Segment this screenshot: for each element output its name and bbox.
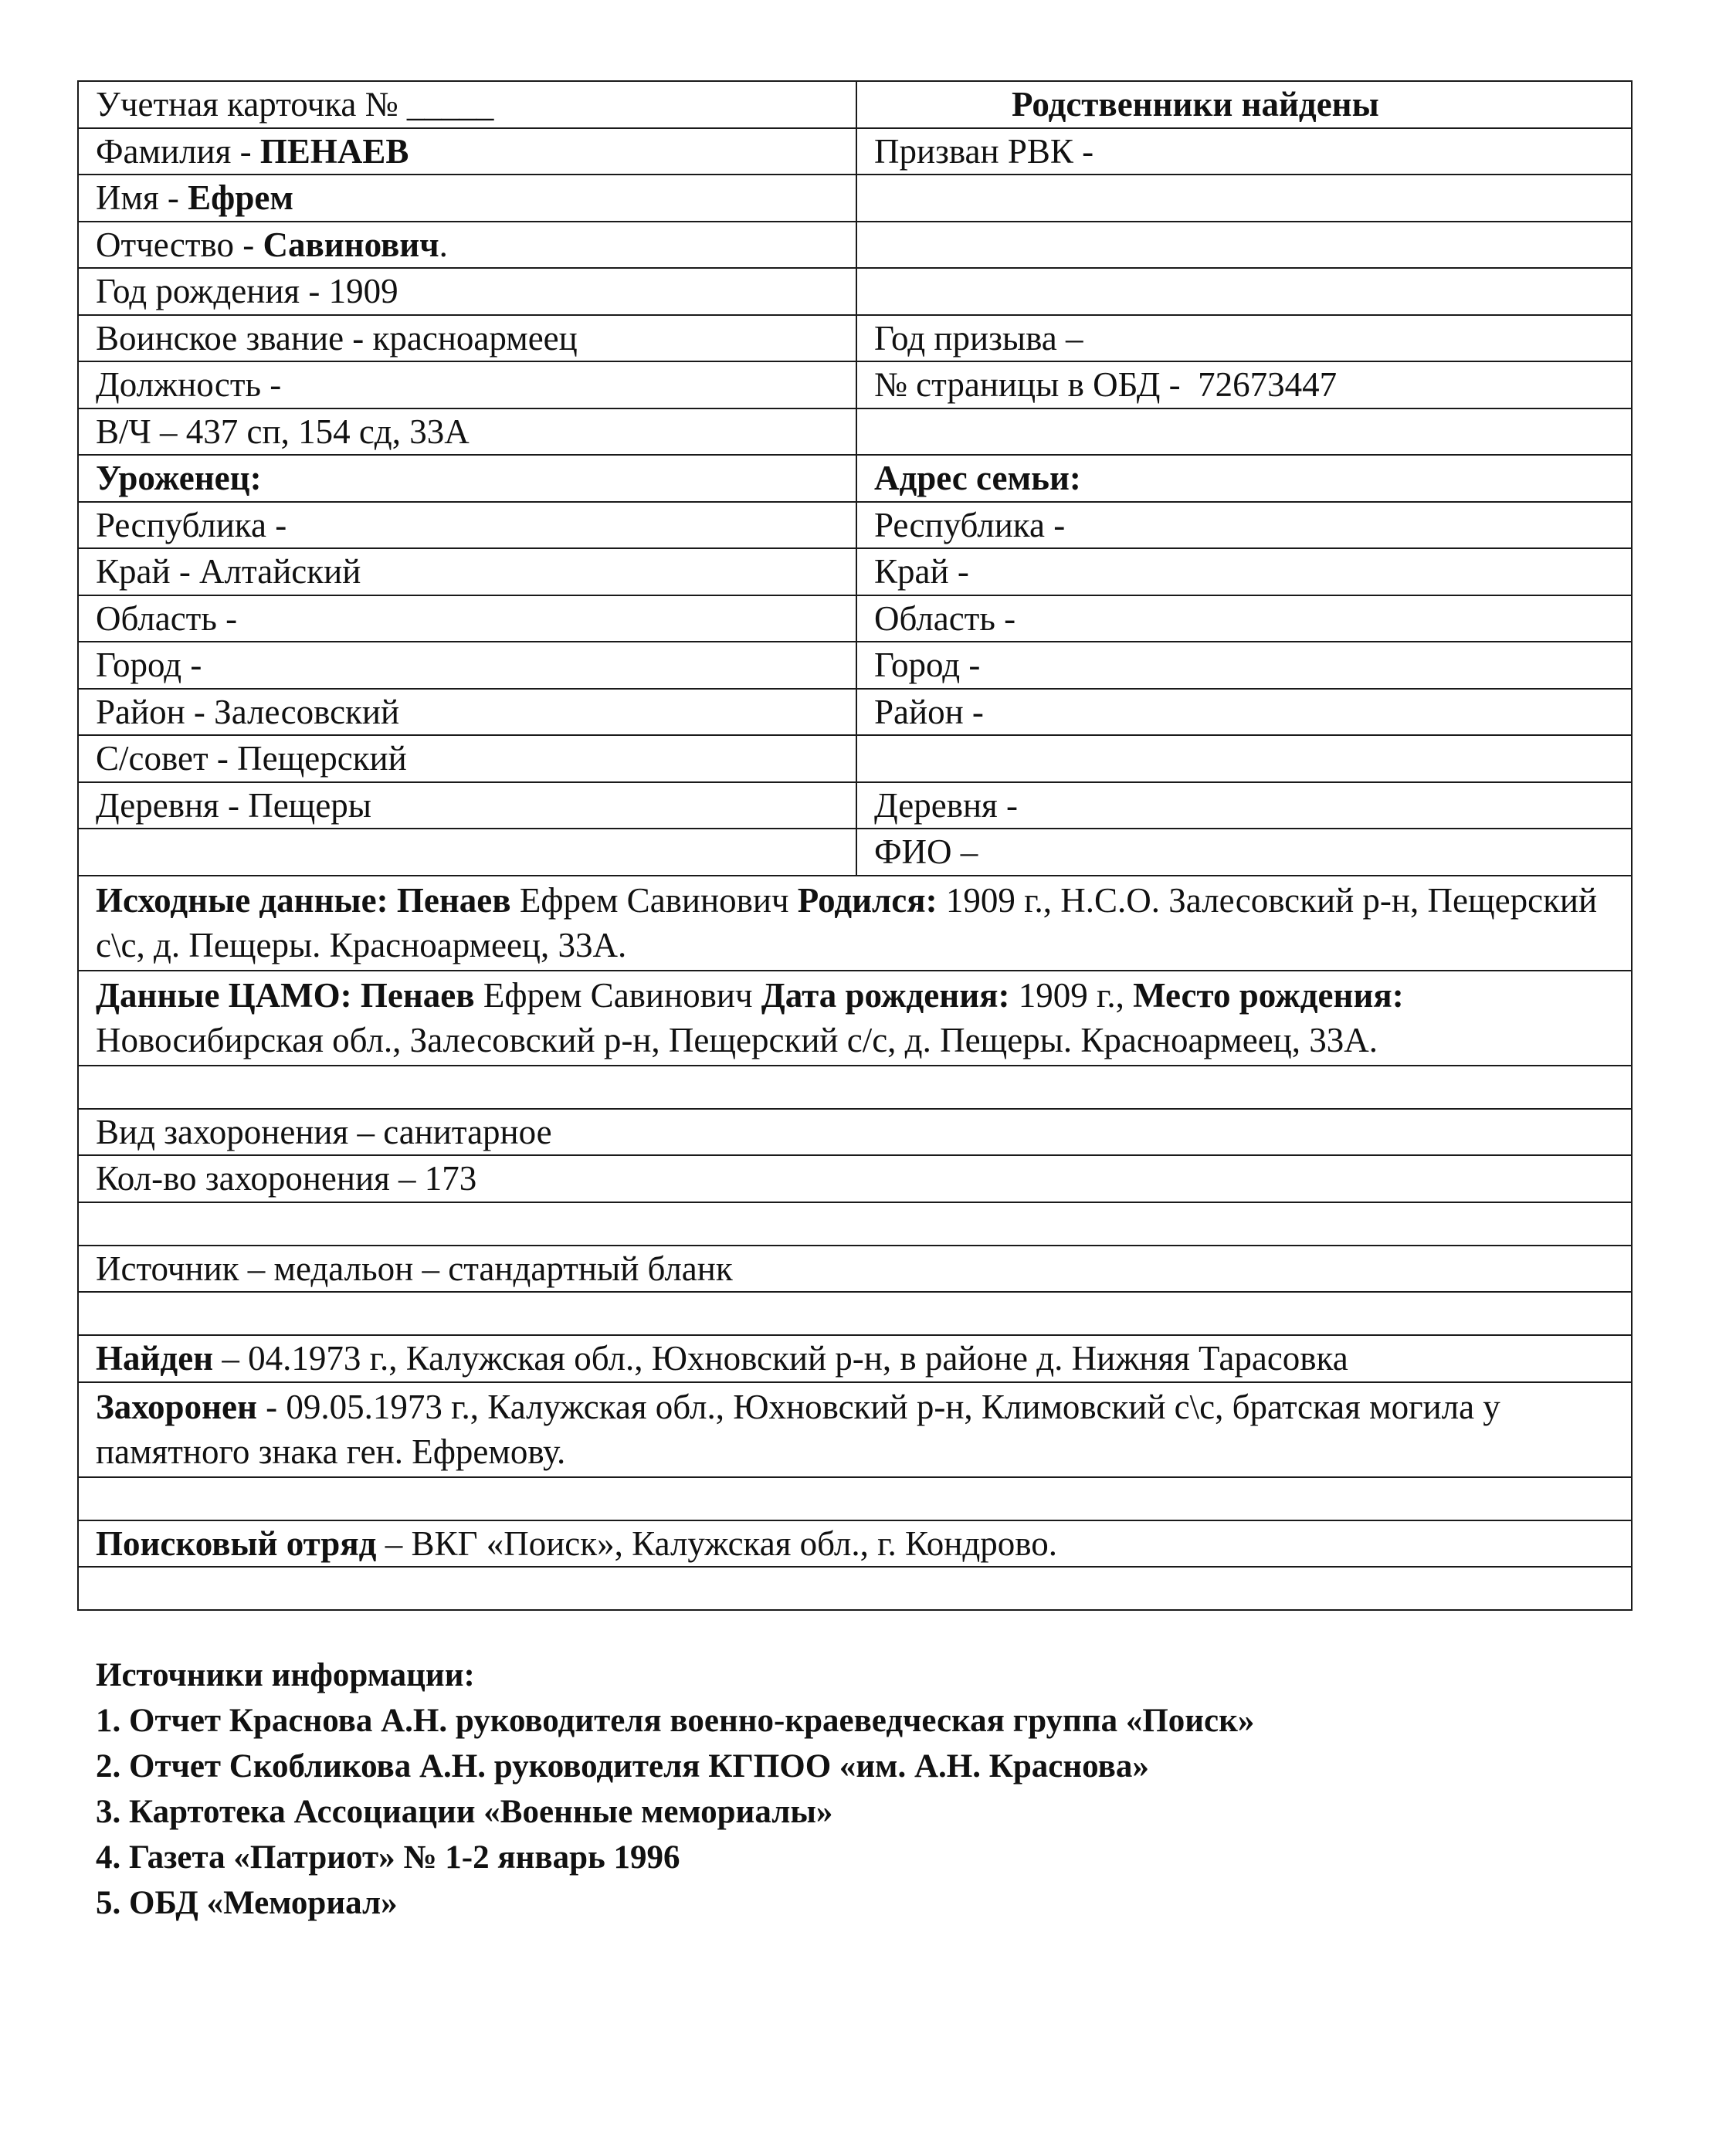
selsovet-row xyxy=(78,735,1632,782)
tsamo-dob-label: Дата рождения: xyxy=(761,975,1010,1015)
surname-value: ПЕНАЕВ xyxy=(259,131,409,171)
family-header: Адрес семьи: xyxy=(856,455,1632,502)
blank-row xyxy=(78,1202,1632,1246)
tsamo-pob: Новосибирская обл., Залесовский р-н, Пещерский с/с, д. Пещеры. Красноармеец, 33А. xyxy=(96,1021,1378,1059)
drafted-by-label: Призван РВК - xyxy=(856,128,1632,175)
buried-row xyxy=(78,1382,1632,1477)
native-republic: Республика - xyxy=(78,502,856,549)
search-team-label: Поисковый отряд xyxy=(96,1524,377,1563)
position-label: Должность - xyxy=(78,361,856,408)
patronymic-label: Отчество - xyxy=(96,225,255,264)
empty-cell xyxy=(856,408,1632,456)
native-village: Деревня - Пещеры xyxy=(78,782,856,829)
family-republic: Республика - xyxy=(856,502,1632,549)
buried-value: - 09.05.1973 г., Калужская обл., Юхновский р-н, Климовский с\с, братская могила у памятного знака ген. Ефремову. xyxy=(96,1387,1500,1471)
rank-row xyxy=(78,315,1632,362)
krai-row xyxy=(78,548,1632,595)
blank-row xyxy=(78,1066,1632,1109)
rank-label: Воинское звание - xyxy=(96,318,364,358)
native-krai: Край - Алтайский xyxy=(78,548,856,595)
found-cell xyxy=(78,1335,1632,1382)
relatives-status: Родственники найдены xyxy=(856,81,1632,128)
obd-page-value: 72673447 xyxy=(1198,365,1338,404)
empty-cell xyxy=(78,1292,1632,1335)
source-item: 1. Отчет Краснова А.Н. руководителя военно-краеведческая группа «Поиск» xyxy=(96,1703,1255,1739)
tsamo-data-row xyxy=(78,971,1632,1066)
blank-row xyxy=(78,1477,1632,1520)
native-oblast: Область - xyxy=(78,595,856,642)
blank-row xyxy=(78,1292,1632,1335)
sources-title: Источники информации: xyxy=(96,1657,475,1693)
patronymic-row xyxy=(78,222,1632,269)
name-row xyxy=(78,175,1632,222)
birth-year-row xyxy=(78,268,1632,315)
patronymic-value: Савинович xyxy=(263,225,439,264)
tsamo-data-cell xyxy=(78,971,1632,1066)
empty-cell xyxy=(856,175,1632,222)
family-fio: ФИО – xyxy=(856,829,1632,876)
card-number-cell xyxy=(78,81,856,128)
burial-type: Вид захоронения – санитарное xyxy=(78,1109,1632,1156)
birth-year-label: Год рождения - xyxy=(96,272,320,310)
tsamo-pob-label: Место рождения: xyxy=(1133,975,1404,1015)
source-data-born-label: Родился: xyxy=(797,880,938,920)
source-item: 2. Отчет Скобликова А.Н. руководителя КГПОО «им. А.Н. Краснова» xyxy=(96,1748,1149,1785)
fio-row xyxy=(78,829,1632,876)
tsamo-data-surname: Пенаев xyxy=(360,975,475,1015)
source-item: 3. Картотека Ассоциации «Военные мемориалы» xyxy=(96,1794,833,1830)
native-selsovet: С/совет - Пещерский xyxy=(78,735,856,782)
family-village: Деревня - xyxy=(856,782,1632,829)
surname-label: Фамилия - xyxy=(96,131,252,171)
rank-value: красноармеец xyxy=(372,318,578,358)
source-data-cell xyxy=(78,876,1632,971)
native-district: Район - Залесовский xyxy=(78,689,856,736)
empty-cell xyxy=(856,222,1632,269)
source-data-label: Исходные данные: xyxy=(96,880,388,920)
district-row xyxy=(78,689,1632,736)
card-header-row xyxy=(78,81,1632,128)
buried-label: Захоронен xyxy=(96,1387,257,1426)
burial-count-row xyxy=(78,1155,1632,1202)
address-header-row xyxy=(78,455,1632,502)
found-label: Найден xyxy=(96,1339,214,1378)
burial-type-row xyxy=(78,1109,1632,1156)
oblast-row xyxy=(78,595,1632,642)
family-district: Район - xyxy=(856,689,1632,736)
source-row xyxy=(78,1246,1632,1293)
search-team-cell xyxy=(78,1520,1632,1568)
obd-page-label: № страницы в ОБД - xyxy=(874,365,1181,404)
native-header: Уроженец: xyxy=(78,455,856,502)
family-krai: Край - xyxy=(856,548,1632,595)
record-card-table xyxy=(77,80,1633,1611)
empty-cell xyxy=(856,735,1632,782)
source-data-name: Ефрем Савинович xyxy=(519,880,789,920)
native-city: Город - xyxy=(78,642,856,689)
search-team-value: – ВКГ «Поиск», Калужская обл., г. Кондрово. xyxy=(385,1524,1057,1563)
empty-cell xyxy=(856,268,1632,315)
identification-source: Источник – медальон – стандартный бланк xyxy=(78,1246,1632,1293)
source-item: 5. ОБД «Мемориал» xyxy=(96,1885,398,1921)
republic-row xyxy=(78,502,1632,549)
source-data-born: 1909 г., Н.С.О. Залесовский р-н, Пещерский с\с, д. Пещеры. Красноармеец, 33А. xyxy=(96,880,1598,964)
found-value: – 04.1973 г., Калужская обл., Юхновский р-н, в районе д. Нижняя Тарасовка xyxy=(222,1339,1348,1378)
unit-row xyxy=(78,408,1632,456)
unit-label: В/Ч – xyxy=(96,412,178,451)
empty-cell xyxy=(78,1066,1632,1109)
source-data-row xyxy=(78,876,1632,971)
found-row xyxy=(78,1335,1632,1382)
burial-count: Кол-во захоронения – 173 xyxy=(78,1155,1632,1202)
family-city: Город - xyxy=(856,642,1632,689)
buried-cell xyxy=(78,1382,1632,1477)
empty-cell xyxy=(78,1567,1632,1610)
surname-row xyxy=(78,128,1632,175)
card-number-blank: _____ xyxy=(406,85,494,124)
blank-row xyxy=(78,1567,1632,1610)
empty-cell xyxy=(78,829,856,876)
name-label: Имя - xyxy=(96,178,179,217)
tsamo-data-name: Ефрем Савинович xyxy=(483,975,753,1015)
city-row xyxy=(78,642,1632,689)
empty-cell xyxy=(78,1202,1632,1246)
village-row xyxy=(78,782,1632,829)
family-oblast: Область - xyxy=(856,595,1632,642)
empty-cell xyxy=(78,1477,1632,1520)
sources-section xyxy=(96,1652,1254,1926)
patronymic-period: . xyxy=(439,225,448,264)
unit-value: 437 сп, 154 сд, 33А xyxy=(185,412,470,451)
card-number-label: Учетная карточка № xyxy=(96,85,398,124)
source-data-surname: Пенаев xyxy=(396,880,511,920)
tsamo-dob: 1909 г., xyxy=(1018,975,1124,1015)
tsamo-data-label: Данные ЦАМО: xyxy=(96,975,352,1015)
birth-year-value: 1909 xyxy=(328,272,398,310)
draft-year-label: Год призыва – xyxy=(856,315,1632,362)
name-value: Ефрем xyxy=(188,178,293,217)
source-item: 4. Газета «Патриот» № 1-2 январь 1996 xyxy=(96,1839,680,1876)
search-team-row xyxy=(78,1520,1632,1568)
position-row xyxy=(78,361,1632,408)
